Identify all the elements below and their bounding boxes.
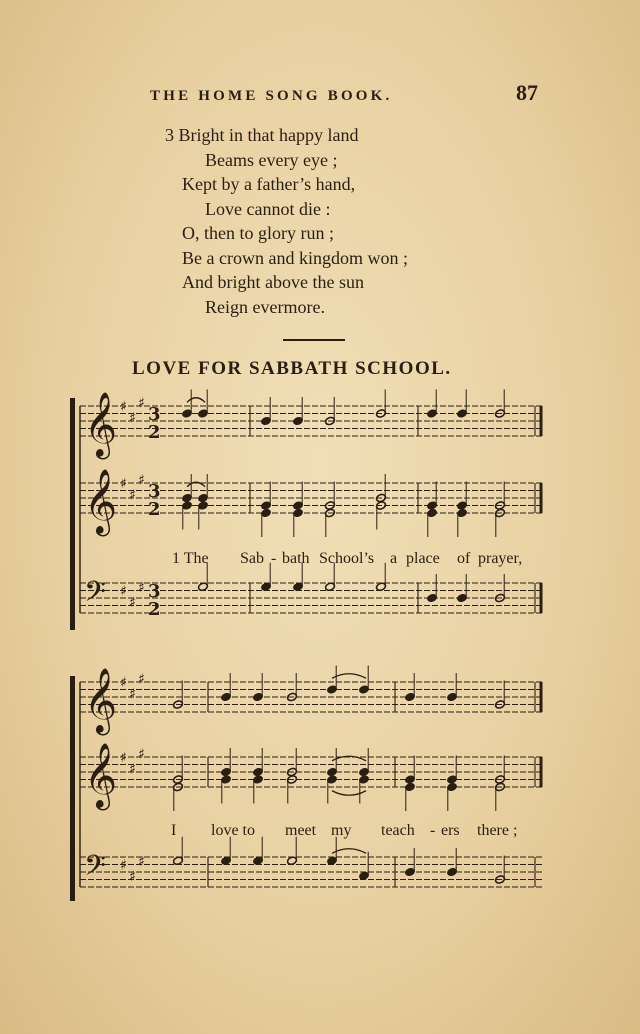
treble-clef-icon: 𝄞 bbox=[84, 469, 118, 534]
lyric-syllable: love to bbox=[211, 822, 255, 839]
lyric-syllable: ers bbox=[441, 822, 460, 839]
lyric-syllable: - bbox=[271, 550, 277, 567]
lyric-syllable: - bbox=[430, 822, 436, 839]
time-signature-top: 3 bbox=[148, 481, 161, 502]
staff-line-group bbox=[80, 682, 542, 712]
slur bbox=[332, 849, 366, 854]
sharp-sign: ♯ bbox=[129, 487, 136, 504]
time-signature-bottom: 2 bbox=[148, 499, 161, 520]
lyric-syllable: School’s bbox=[319, 550, 375, 567]
hymn-title: LOVE FOR SABBATH SCHOOL. bbox=[132, 358, 452, 379]
sharp-sign: ♯ bbox=[129, 594, 136, 611]
lyric-syllable: a bbox=[390, 550, 398, 567]
lyric-syllable: my bbox=[331, 822, 352, 839]
time-signature-top: 3 bbox=[148, 404, 161, 425]
sharp-sign: ♯ bbox=[138, 579, 145, 596]
page-number: 87 bbox=[516, 80, 538, 105]
sharp-sign: ♯ bbox=[120, 857, 127, 874]
lyric-syllable: meet bbox=[285, 822, 317, 839]
slur bbox=[332, 674, 366, 679]
lyric-syllable: there ; bbox=[477, 822, 518, 839]
sharp-sign: ♯ bbox=[129, 686, 136, 703]
sharp-sign: ♯ bbox=[138, 472, 145, 489]
sharp-sign: ♯ bbox=[138, 395, 145, 412]
verse-line: O, then to glory run ; bbox=[182, 223, 334, 243]
sharp-sign: ♯ bbox=[120, 675, 127, 691]
verse-line: Beams every eye ; bbox=[205, 149, 338, 170]
verse-line: Love cannot die : bbox=[205, 198, 331, 219]
sharp-sign: ♯ bbox=[120, 750, 127, 766]
sharp-sign: ♯ bbox=[129, 868, 136, 885]
verse-line: Reign evermore. bbox=[205, 296, 325, 317]
sharp-sign: ♯ bbox=[138, 671, 145, 688]
bass-clef-icon: 𝄢 bbox=[84, 575, 106, 616]
lyric-syllable: place bbox=[406, 550, 440, 567]
lyric-syllable: of bbox=[457, 550, 471, 567]
running-head: THE HOME SONG BOOK. bbox=[150, 88, 393, 104]
system-bracket bbox=[70, 398, 75, 630]
lyric-syllable: prayer, bbox=[478, 550, 523, 567]
time-signature-bottom: 2 bbox=[148, 599, 161, 620]
sharp-sign: ♯ bbox=[129, 410, 136, 427]
treble-clef-icon: 𝄞 bbox=[84, 392, 118, 457]
sharp-sign: ♯ bbox=[120, 399, 127, 415]
verse-line: And bright above the sun bbox=[182, 272, 364, 292]
lyric-syllable: bath bbox=[282, 550, 310, 567]
sharp-sign: ♯ bbox=[120, 476, 127, 492]
slur bbox=[332, 791, 366, 796]
slur bbox=[187, 398, 205, 403]
sharp-sign: ♯ bbox=[120, 583, 127, 600]
lyric-syllable: 1 The bbox=[172, 550, 209, 567]
treble-clef-icon: 𝄞 bbox=[84, 743, 118, 808]
sharp-sign: ♯ bbox=[129, 761, 136, 778]
bass-clef-icon: 𝄢 bbox=[84, 849, 106, 890]
sharp-sign: ♯ bbox=[138, 746, 145, 763]
system-bracket bbox=[70, 676, 75, 901]
treble-clef-icon: 𝄞 bbox=[84, 668, 118, 733]
time-signature-top: 3 bbox=[148, 581, 161, 602]
time-signature-bottom: 2 bbox=[148, 422, 161, 443]
staff-line-group bbox=[80, 757, 542, 787]
lyric-syllable: teach bbox=[381, 822, 415, 839]
verse-line: Be a crown and kingdom won ; bbox=[182, 247, 408, 268]
staff-line-group bbox=[80, 857, 542, 887]
sharp-sign: ♯ bbox=[138, 853, 145, 870]
lyric-syllable: I bbox=[171, 822, 177, 839]
verse-line: Kept by a father’s hand, bbox=[182, 174, 356, 194]
verse-line: 3 Bright in that happy land bbox=[165, 125, 359, 145]
lyric-syllable: Sab bbox=[240, 550, 264, 567]
